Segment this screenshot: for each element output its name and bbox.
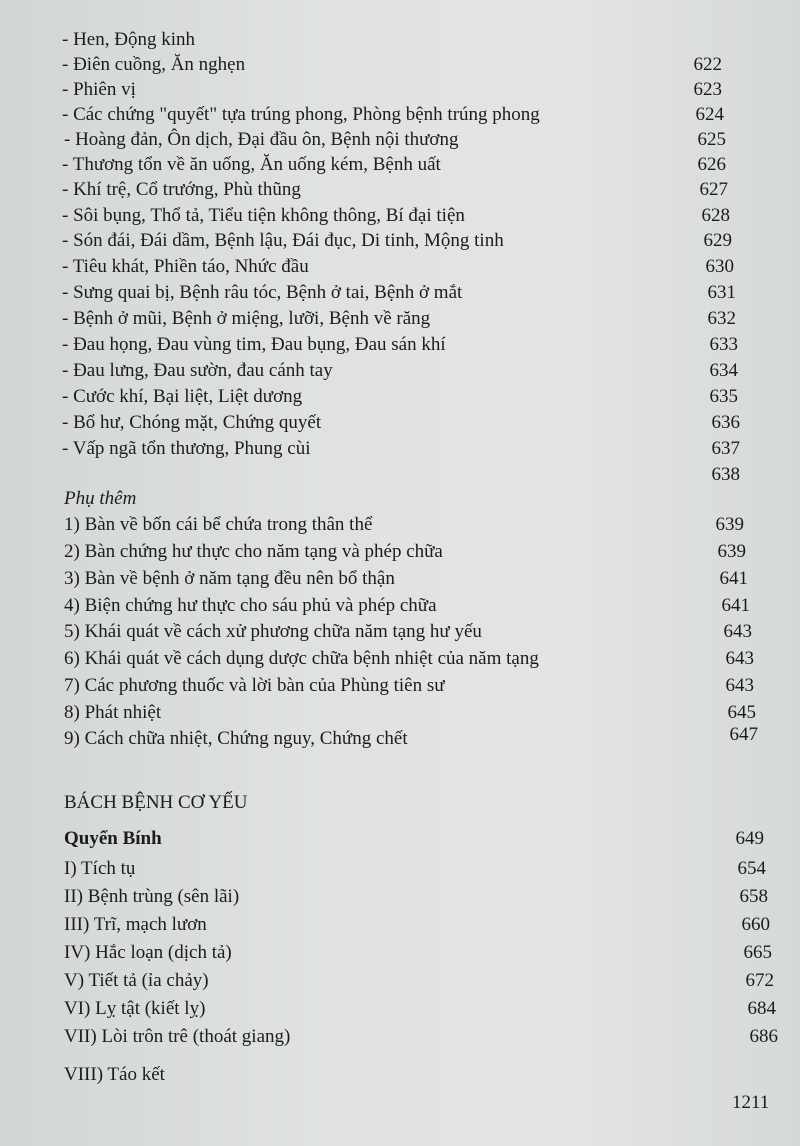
entry-title: 6) Khái quát về cách dụng dược chữa bệnh nhiệt của năm tạng — [64, 648, 539, 669]
toc-entry — [62, 77, 732, 103]
entry-title: - Vấp ngã tổn thương, Phung cùi — [62, 438, 311, 459]
entry-page: 637 — [711, 438, 740, 459]
appendix-entry — [64, 539, 746, 565]
entry-page: 643 — [725, 648, 754, 669]
toc-entry — [62, 332, 738, 358]
chapter-entry — [64, 884, 768, 910]
entry-page: 629 — [703, 230, 732, 251]
volume-page: 649 — [735, 828, 764, 849]
entry-title: - Bổ hư, Chóng mặt, Chứng quyết — [62, 412, 322, 433]
toc-entry — [62, 52, 732, 78]
toc-entry — [62, 306, 736, 332]
toc-entry — [62, 102, 732, 128]
appendix-entry — [64, 700, 756, 726]
entry-page: 622 — [693, 54, 722, 75]
entry-page: 623 — [693, 79, 722, 100]
entry-page: 645 — [727, 702, 756, 723]
entry-page: 635 — [709, 386, 738, 407]
chapter-entry — [64, 856, 766, 882]
entry-page: 627 — [699, 179, 728, 200]
entry-title: VI) Lỵ tật (kiết lỵ) — [64, 998, 206, 1019]
entry-title: - Tiêu khát, Phiền táo, Nhức đầu — [62, 256, 309, 277]
toc-entry — [62, 27, 732, 53]
entry-page: 631 — [707, 282, 736, 303]
entry-title: - Phiên vị — [62, 79, 136, 100]
entry-page: 647 — [729, 724, 758, 745]
entry-page: 641 — [721, 595, 750, 616]
entry-title: 8) Phát nhiệt — [64, 702, 162, 723]
volume-heading: Quyển Bính — [64, 828, 162, 849]
toc-entry — [62, 358, 738, 384]
entry-title: - Thương tổn về ăn uống, Ăn uống kém, Bệnh uất — [62, 154, 441, 175]
entry-page: 636 — [711, 412, 740, 433]
entry-title: - Hoàng đản, Ôn dịch, Đại đầu ôn, Bệnh nội thương — [64, 129, 459, 150]
entry-page: 654 — [737, 858, 766, 879]
toc-entry — [62, 177, 732, 203]
entry-title: - Bệnh ở mũi, Bệnh ở miệng, lưỡi, Bệnh về răng — [62, 308, 431, 329]
chapter-entry — [64, 940, 772, 966]
chapter-entry — [64, 968, 774, 994]
entry-title: - Sôi bụng, Thổ tả, Tiểu tiện không thông, Bí đại tiện — [62, 205, 465, 226]
entry-title: - Đau họng, Đau vùng tim, Đau bụng, Đau sán khí — [62, 334, 446, 355]
entry-page: 639 — [717, 541, 746, 562]
volume-heading-row — [64, 826, 764, 852]
entry-page: 686 — [749, 1026, 778, 1047]
entry-page: 628 — [701, 205, 730, 226]
appendix-entry — [64, 566, 748, 592]
entry-title: 5) Khái quát về cách xử phương chữa năm tạng hư yếu — [64, 621, 482, 642]
entry-title: I) Tích tụ — [64, 858, 136, 879]
appendix-entry — [64, 726, 758, 752]
toc-entry — [62, 410, 740, 436]
toc-entry — [62, 280, 736, 306]
entry-title: IV) Hắc loạn (dịch tả) — [64, 942, 232, 963]
entry-page: 630 — [705, 256, 734, 277]
appendix-entry — [64, 619, 752, 645]
toc-entry — [62, 384, 738, 410]
page-number: 1211 — [732, 1092, 770, 1113]
toc-entry — [62, 436, 740, 462]
entry-page: 625 — [697, 129, 726, 150]
appendix-heading: Phụ thêm — [64, 488, 137, 509]
chapter-entry — [64, 912, 770, 938]
entry-title: 4) Biện chứng hư thực cho sáu phủ và phép chữa — [64, 595, 437, 616]
entry-page: 658 — [739, 886, 768, 907]
section-heading: BÁCH BỆNH CƠ YẾU — [64, 792, 248, 813]
entry-title: II) Bệnh trùng (sên lãi) — [64, 886, 240, 907]
entry-page: 632 — [707, 308, 736, 329]
entry-page: 643 — [723, 621, 752, 642]
entry-title: 2) Bàn chứng hư thực cho năm tạng và phép chữa — [64, 541, 443, 562]
entry-page: 639 — [715, 514, 744, 535]
entry-title: - Sưng quai bị, Bệnh râu tóc, Bệnh ở tai, Bệnh ở mắt — [62, 282, 463, 303]
entry-page: 641 — [719, 568, 748, 589]
entry-title: III) Trĩ, mạch lươn — [64, 914, 207, 935]
entry-page: 643 — [725, 675, 754, 696]
toc-entry — [62, 152, 732, 178]
entry-title: V) Tiết tả (ỉa chảy) — [64, 970, 209, 991]
entry-page: 660 — [741, 914, 770, 935]
chapter-entry — [64, 1062, 778, 1088]
entry-title: 7) Các phương thuốc và lời bàn của Phùng tiên sư — [64, 675, 445, 696]
entry-title: - Đau lưng, Đau sườn, đau cánh tay — [62, 360, 333, 381]
entry-title: - Điên cuồng, Ăn nghẹn — [62, 54, 246, 75]
toc-entry — [62, 228, 734, 254]
toc-entry — [62, 462, 740, 488]
entry-title: - Cước khí, Bại liệt, Liệt dương — [62, 386, 303, 407]
toc-entry — [64, 127, 732, 153]
entry-page: 624 — [695, 104, 724, 125]
entry-title: 9) Cách chữa nhiệt, Chứng nguy, Chứng chết — [64, 728, 408, 749]
chapter-entry — [64, 1024, 778, 1050]
entry-page: 638 — [711, 464, 740, 485]
entry-page: 684 — [747, 998, 776, 1019]
entry-title: VIII) Táo kết — [64, 1064, 165, 1085]
entry-title: 1) Bàn về bốn cái bể chứa trong thân thể — [64, 514, 373, 535]
entry-page: 665 — [743, 942, 772, 963]
entry-page: 633 — [709, 334, 738, 355]
chapter-entry — [64, 996, 776, 1022]
entry-title: - Các chứng "quyết" tựa trúng phong, Phòng bệnh trúng phong — [62, 104, 540, 125]
appendix-entry — [64, 593, 750, 619]
entry-title: - Khí trệ, Cổ trướng, Phù thũng — [62, 179, 301, 200]
appendix-entry — [64, 673, 754, 699]
entry-title: VII) Lòi trôn trê (thoát giang) — [64, 1026, 291, 1047]
entry-title: - Hen, Động kinh — [62, 29, 195, 50]
entry-page: 626 — [697, 154, 726, 175]
appendix-entry — [64, 646, 754, 672]
entry-page: 672 — [745, 970, 774, 991]
entry-page: 634 — [709, 360, 738, 381]
toc-entry — [62, 203, 734, 229]
appendix-entry — [64, 512, 744, 538]
entry-title: - Són đái, Đái dầm, Bệnh lậu, Đái đục, Di tinh, Mộng tinh — [62, 230, 504, 251]
entry-title: 3) Bàn về bệnh ở năm tạng đều nên bổ thận — [64, 568, 395, 589]
toc-entry — [62, 254, 736, 280]
